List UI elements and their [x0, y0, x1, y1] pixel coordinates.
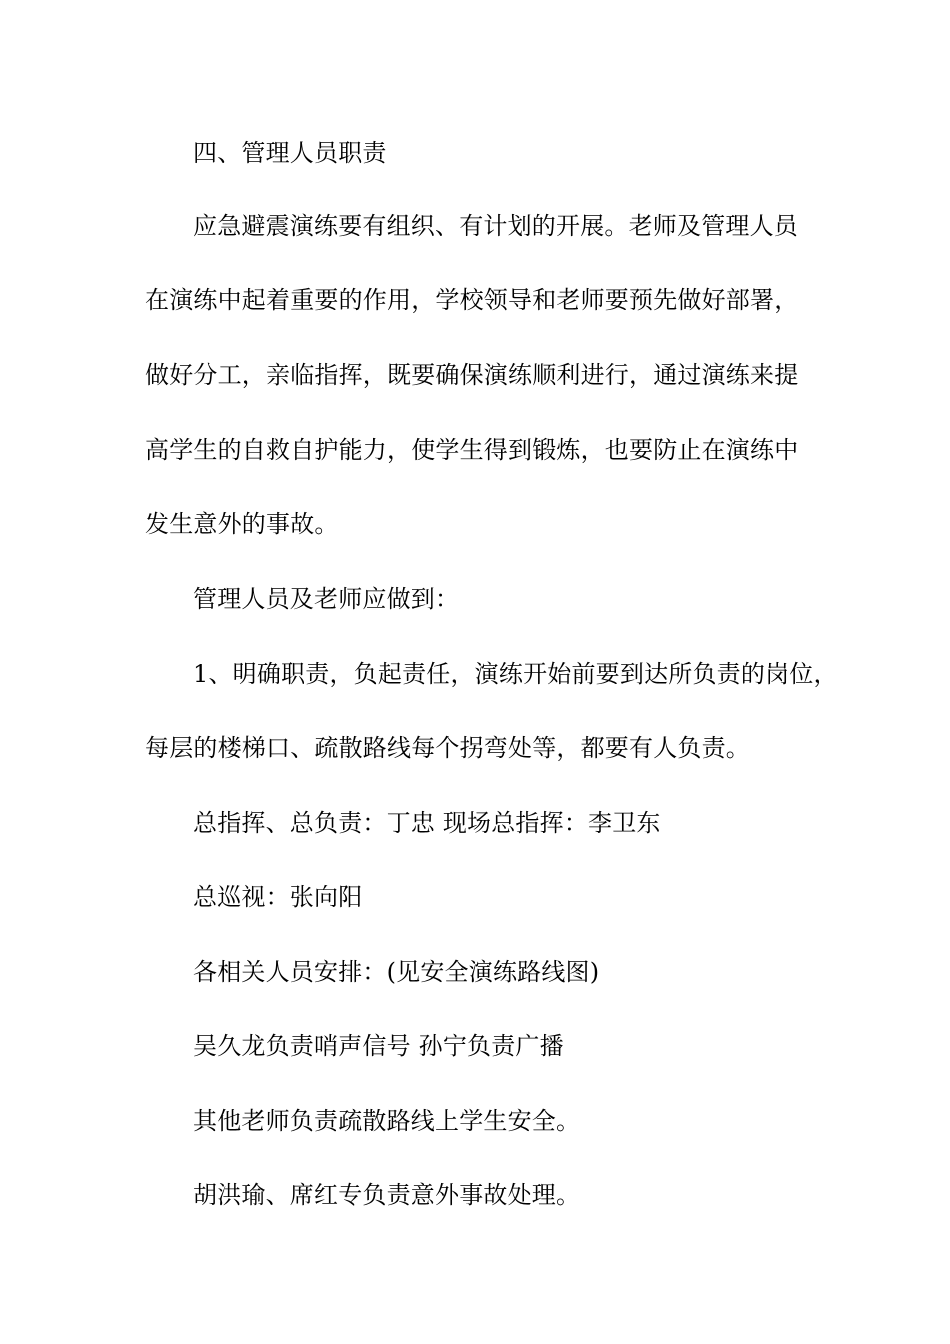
paragraph-line: 高学生的自救自护能力，使学生得到锻炼，也要防止在演练中: [145, 436, 799, 464]
paragraph-line: 发生意外的事故。: [145, 510, 339, 538]
role-line: 其他老师负责疏散路线上学生安全。: [193, 1107, 581, 1135]
role-line: 吴久龙负责哨声信号 孙宁负责广播: [193, 1032, 564, 1060]
paragraph-line: 应急避震演练要有组织、有计划的开展。老师及管理人员: [193, 212, 798, 240]
list-item-line: 1、明确职责，负起责任，演练开始前要到达所负责的岗位，: [193, 660, 838, 688]
role-line: 总指挥、总负责：丁忠 现场总指挥：李卫东: [193, 809, 661, 837]
role-line: 总巡视：张向阳: [193, 883, 363, 911]
role-line: 胡洪瑜、席红专负责意外事故处理。: [193, 1181, 581, 1209]
paragraph-line: 在演练中起着重要的作用，学校领导和老师要预先做好部署，: [145, 286, 799, 314]
paragraph-line: 做好分工，亲临指挥，既要确保演练顺利进行，通过演练来提: [145, 361, 799, 389]
list-item-line: 每层的楼梯口、疏散路线每个拐弯处等，都要有人负责。: [145, 734, 750, 762]
intro-line: 管理人员及老师应做到：: [193, 585, 460, 613]
role-line: 各相关人员安排：(见安全演练路线图): [193, 958, 600, 986]
section-heading: 四、管理人员职责: [193, 139, 387, 167]
